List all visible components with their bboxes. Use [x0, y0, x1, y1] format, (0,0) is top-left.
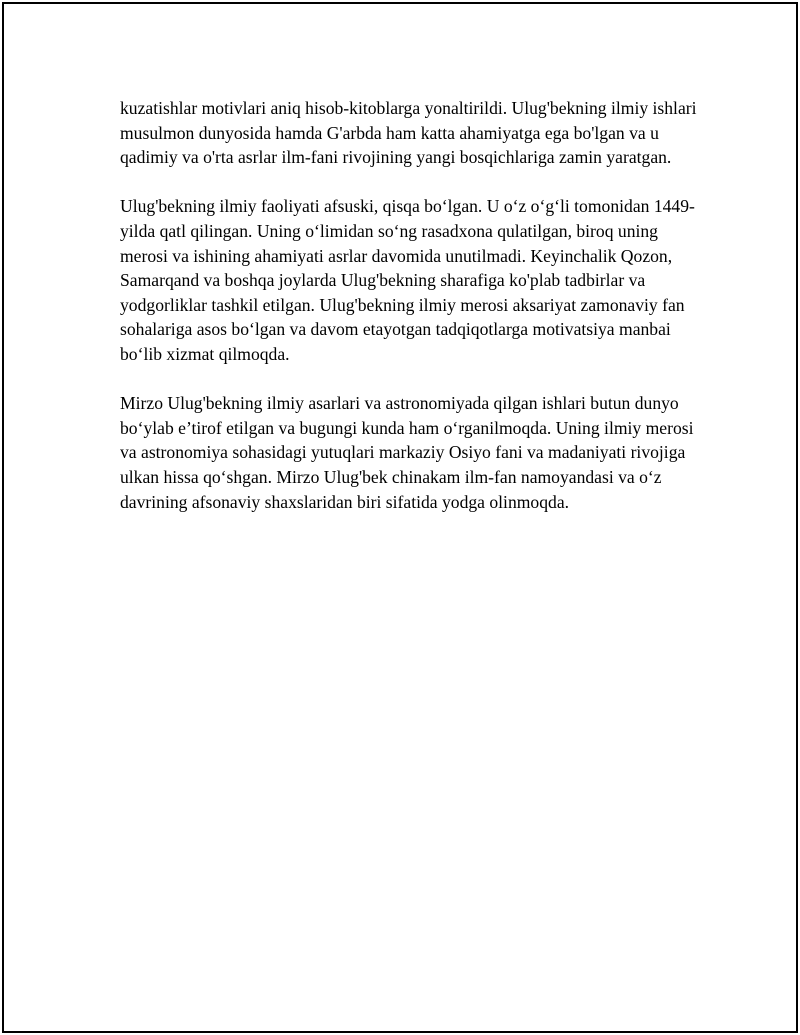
paragraph-3: Mirzo Ulug'bekning ilmiy asarlari va astronomiyada qilgan ishlari butun dunyo bo‘ylab e’tirof etilgan va bugungi kunda ham o‘rganilmoqda. Uning ilmiy merosi va astronomiya sohasidagi yutuqlari markaziy Osiyo fani va madaniyati rivojiga ulkan hissa qo‘shgan. Mirzo Ulug'bek chinakam ilm-fan namoyandasi va o‘z davrining afsonaviy shaxslaridan biri sifatida yodga olinmoqda.: [120, 393, 694, 512]
paragraph-2: Ulug'bekning ilmiy faoliyati afsuski, qisqa bo‘lgan. U o‘z o‘g‘li tomonidan 1449-yilda qatl qilingan. Uning o‘limidan so‘ng rasadxona qulatilgan, biroq uning merosi va ishining ahamiyati asrlar davomida unutilmadi. Keyinchalik Qozon, Samarqand va boshqa joylarda Ulug'bekning sharafiga ko'plab tadbirlar va yodgorliklar tashkil etilgan. Ulug'bekning ilmiy merosi aksariyat zamonaviy fan sohalariga asos bo‘lgan va davom etayotgan tadqiqotlarga motivatsiya manbai bo‘lib xizmat qilmoqda.: [120, 196, 695, 364]
paragraph-1: kuzatishlar motivlari aniq hisob-kitoblarga yonaltirildi. Ulug'bekning ilmiy ishlari musulmon dunyosida hamda G'arbda ham katta ahamiyatga ega bo'lgan va u qadimiy va o'rta asrlar ilm-fani rivojining yangi bosqichlariga zamin yaratgan.: [120, 98, 697, 168]
document-body: [120, 96, 700, 539]
document-page: [2, 2, 798, 1033]
